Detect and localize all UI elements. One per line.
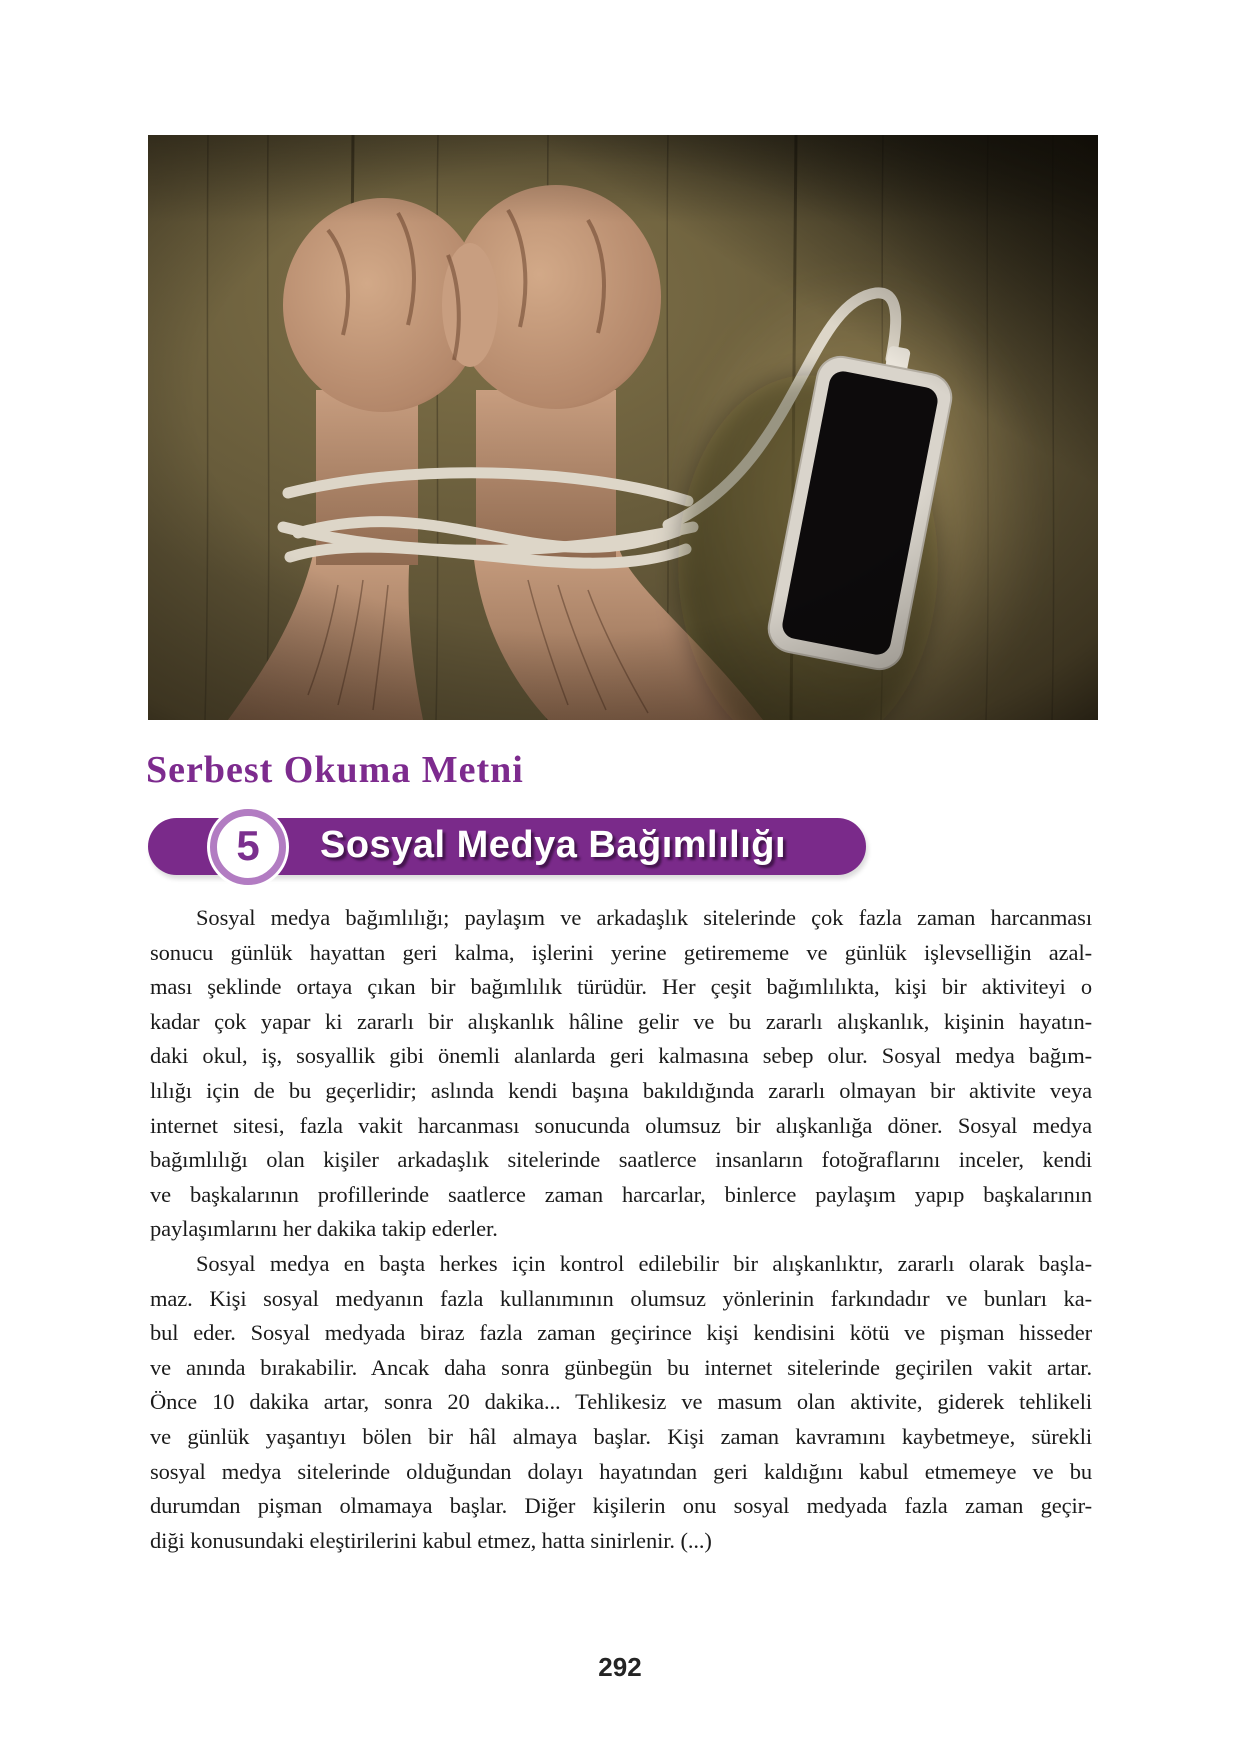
text-line: kadar çok yapar ki zararlı bir alışkanlık hâline gelir ve bu zararlı alışkanlık, kişinin hayatın-	[150, 1008, 1092, 1034]
text-line: bul eder. Sosyal medyada biraz fazla zaman geçirince kişi kendisini kötü ve pişman hisseder	[150, 1320, 1092, 1346]
text-line: Önce 10 dakika artar, sonra 20 dakika... Tehlikesiz ve masum olan aktivite, giderek tehlikeli	[150, 1389, 1092, 1415]
lesson-number-badge	[210, 809, 286, 885]
article-body	[150, 901, 1092, 1558]
text-line: diği konusundaki eleştirilerini kabul etmez, hatta sinirlenir. (...)	[150, 1527, 712, 1553]
text-line: ve günlük yaşantıyı bölen bir hâl almaya başlar. Kişi zaman kavramını kaybetmeye, sürekli	[150, 1423, 1092, 1449]
text-line: maz. Kişi sosyal medyanın fazla kullanımının olumsuz yönlerinin farkındadır ve bunları ka-	[150, 1285, 1092, 1311]
lesson-number: 5	[236, 822, 260, 869]
text-line: sonucu günlük hayattan geri kalma, işlerini yerine getirememe ve günlük işlevselliğin azal-	[150, 939, 1092, 965]
section-title: Serbest Okuma Metni	[146, 749, 524, 791]
text-line: internet sitesi, fazla vakit harcanması sonucunda olumsuz bir alışkanlığa döner. Sosyal medya	[150, 1112, 1092, 1138]
article-photo	[148, 135, 1098, 720]
lesson-banner	[148, 818, 866, 875]
text-line: ve başkalarının profillerinde saatlerce zaman harcarlar, binlerce paylaşım yapıp başkalarının	[150, 1181, 1092, 1207]
hands-tied-with-phone-cable-illustration	[148, 135, 1098, 720]
text-line: lılığı için de bu geçerlidir; aslında kendi başına bakıldığında zararlı olmayan bir aktivite veya	[150, 1077, 1092, 1103]
text-line: bağımlılığı olan kişiler arkadaşlık sitelerinde saatlerce insanların fotoğraflarını inceler, kendi	[150, 1147, 1092, 1173]
text-line: ması şeklinde ortaya çıkan bir bağımlılık türüdür. Her çeşit bağımlılıkta, kişi bir aktiviteyi o	[150, 974, 1092, 1000]
text-line: paylaşımlarını her dakika takip ederler.	[150, 1216, 498, 1242]
lesson-title: Sosyal Medya Bağımlılığı	[320, 823, 787, 866]
text-line: daki okul, iş, sosyallik gibi önemli alanlarda geri kalmasına sebep olur. Sosyal medya bağım-	[150, 1043, 1092, 1069]
text-line: Sosyal medya en başta herkes için kontrol edilebilir bir alışkanlıktır, zararlı olarak başla-	[196, 1250, 1092, 1276]
text-line: Sosyal medya bağımlılığı; paylaşım ve arkadaşlık sitelerinde çok fazla zaman harcanması	[196, 905, 1092, 930]
text-line: sosyal medya sitelerinde olduğundan dolayı hayatından geri kaldığını kabul etmemeye ve bu	[150, 1458, 1092, 1484]
text-line: ve anında bırakabilir. Ancak daha sonra günbegün bu internet sitelerinde geçirilen vakit artar.	[150, 1354, 1092, 1380]
page-number: 292	[598, 1652, 642, 1682]
text-line: durumdan pişman olmamaya başlar. Diğer kişilerin onu sosyal medyada fazla zaman geçir-	[150, 1493, 1092, 1519]
